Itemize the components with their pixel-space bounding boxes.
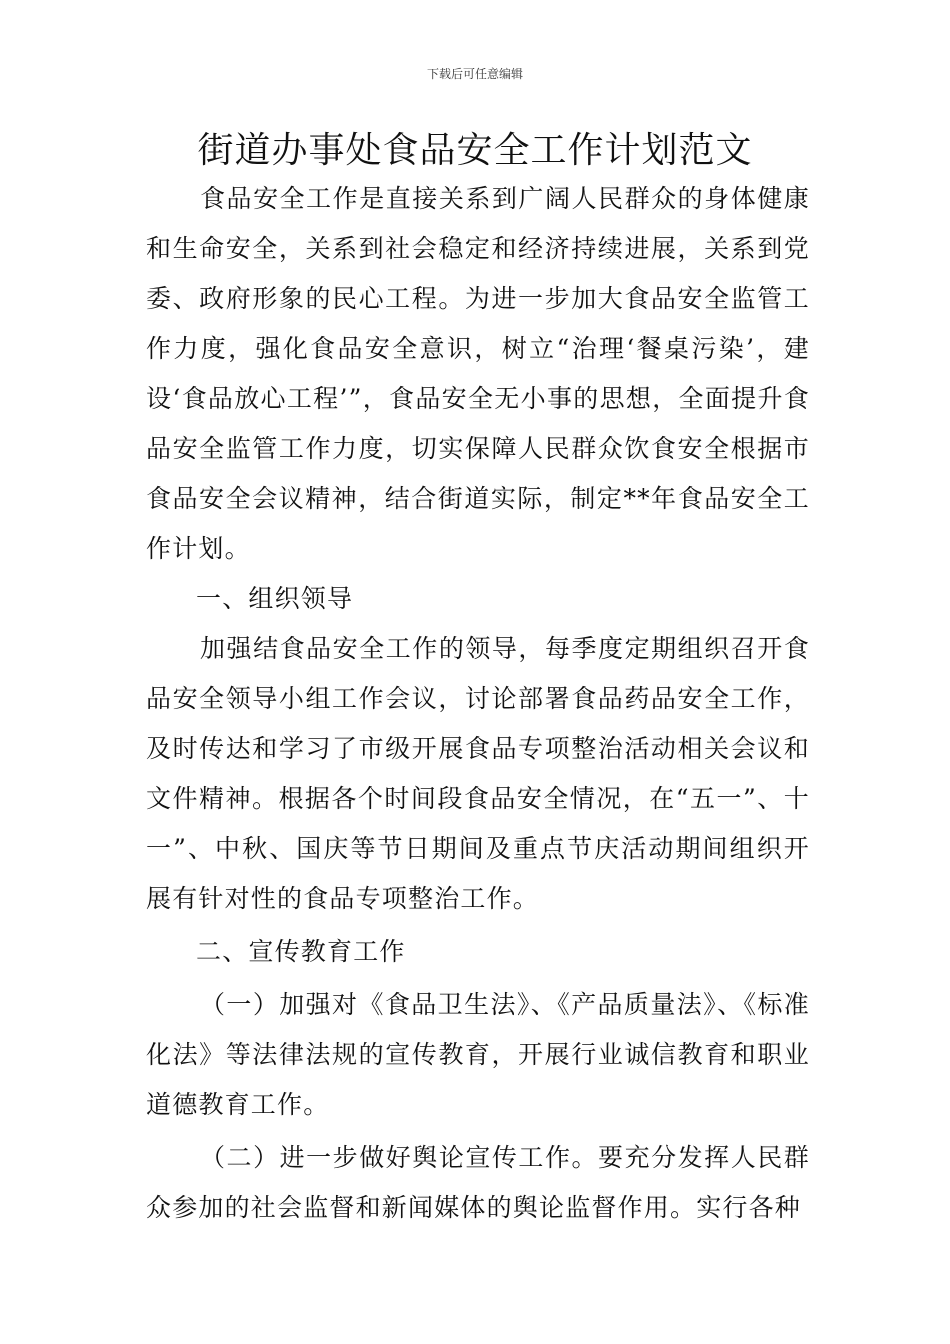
- document-title: 街道办事处食品安全工作计划范文: [197, 130, 753, 171]
- page-header-note: 下载后可任意编辑: [426, 67, 523, 81]
- paragraph-publicity-1: （一）加强对《食品卫生法》、《产品质量法》、《标准化法》等法律法规的宣传教育，开展行业诚信教育和职业道德教育工作。: [146, 990, 810, 1119]
- section-heading-organization: 一、组织领导: [196, 584, 354, 613]
- paragraph-publicity-2: （二）进一步做好舆论宣传工作。要充分发挥人民群众参加的社会监督和新闻媒体的舆论监督作用。实行各种: [146, 1143, 810, 1222]
- section-heading-publicity: 二、宣传教育工作: [196, 937, 406, 966]
- paragraph-organization: 加强结食品安全工作的领导，每季度定期组织召开食品安全领导小组工作会议，讨论部署食品药品安全工作，及时传达和学习了市级开展食品专项整治活动相关会议和文件精神。根据各个时间段食品安全情况，在“五一”、十一”、中秋、国庆等节日期间及重点节庆活动期间组织开展有针对性的食品专项整治工作。: [146, 634, 810, 913]
- document-body: [146, 174, 810, 1233]
- paragraph-intro: 食品安全工作是直接关系到广阔人民群众的身体健康和生命安全，关系到社会稳定和经济持续进展，关系到党委、政府形象的民心工程。为进一步加大食品安全监管工作力度，强化食品安全意识，树立“治理‘餐桌污染’，建设‘食品放心工程’”，食品安全无小事的思想，全面提升食品安全监管工作力度，切实保障人民群众饮食安全根据市食品安全会议精神，结合街道实际，制定**年食品安全工作计划。: [146, 184, 810, 563]
